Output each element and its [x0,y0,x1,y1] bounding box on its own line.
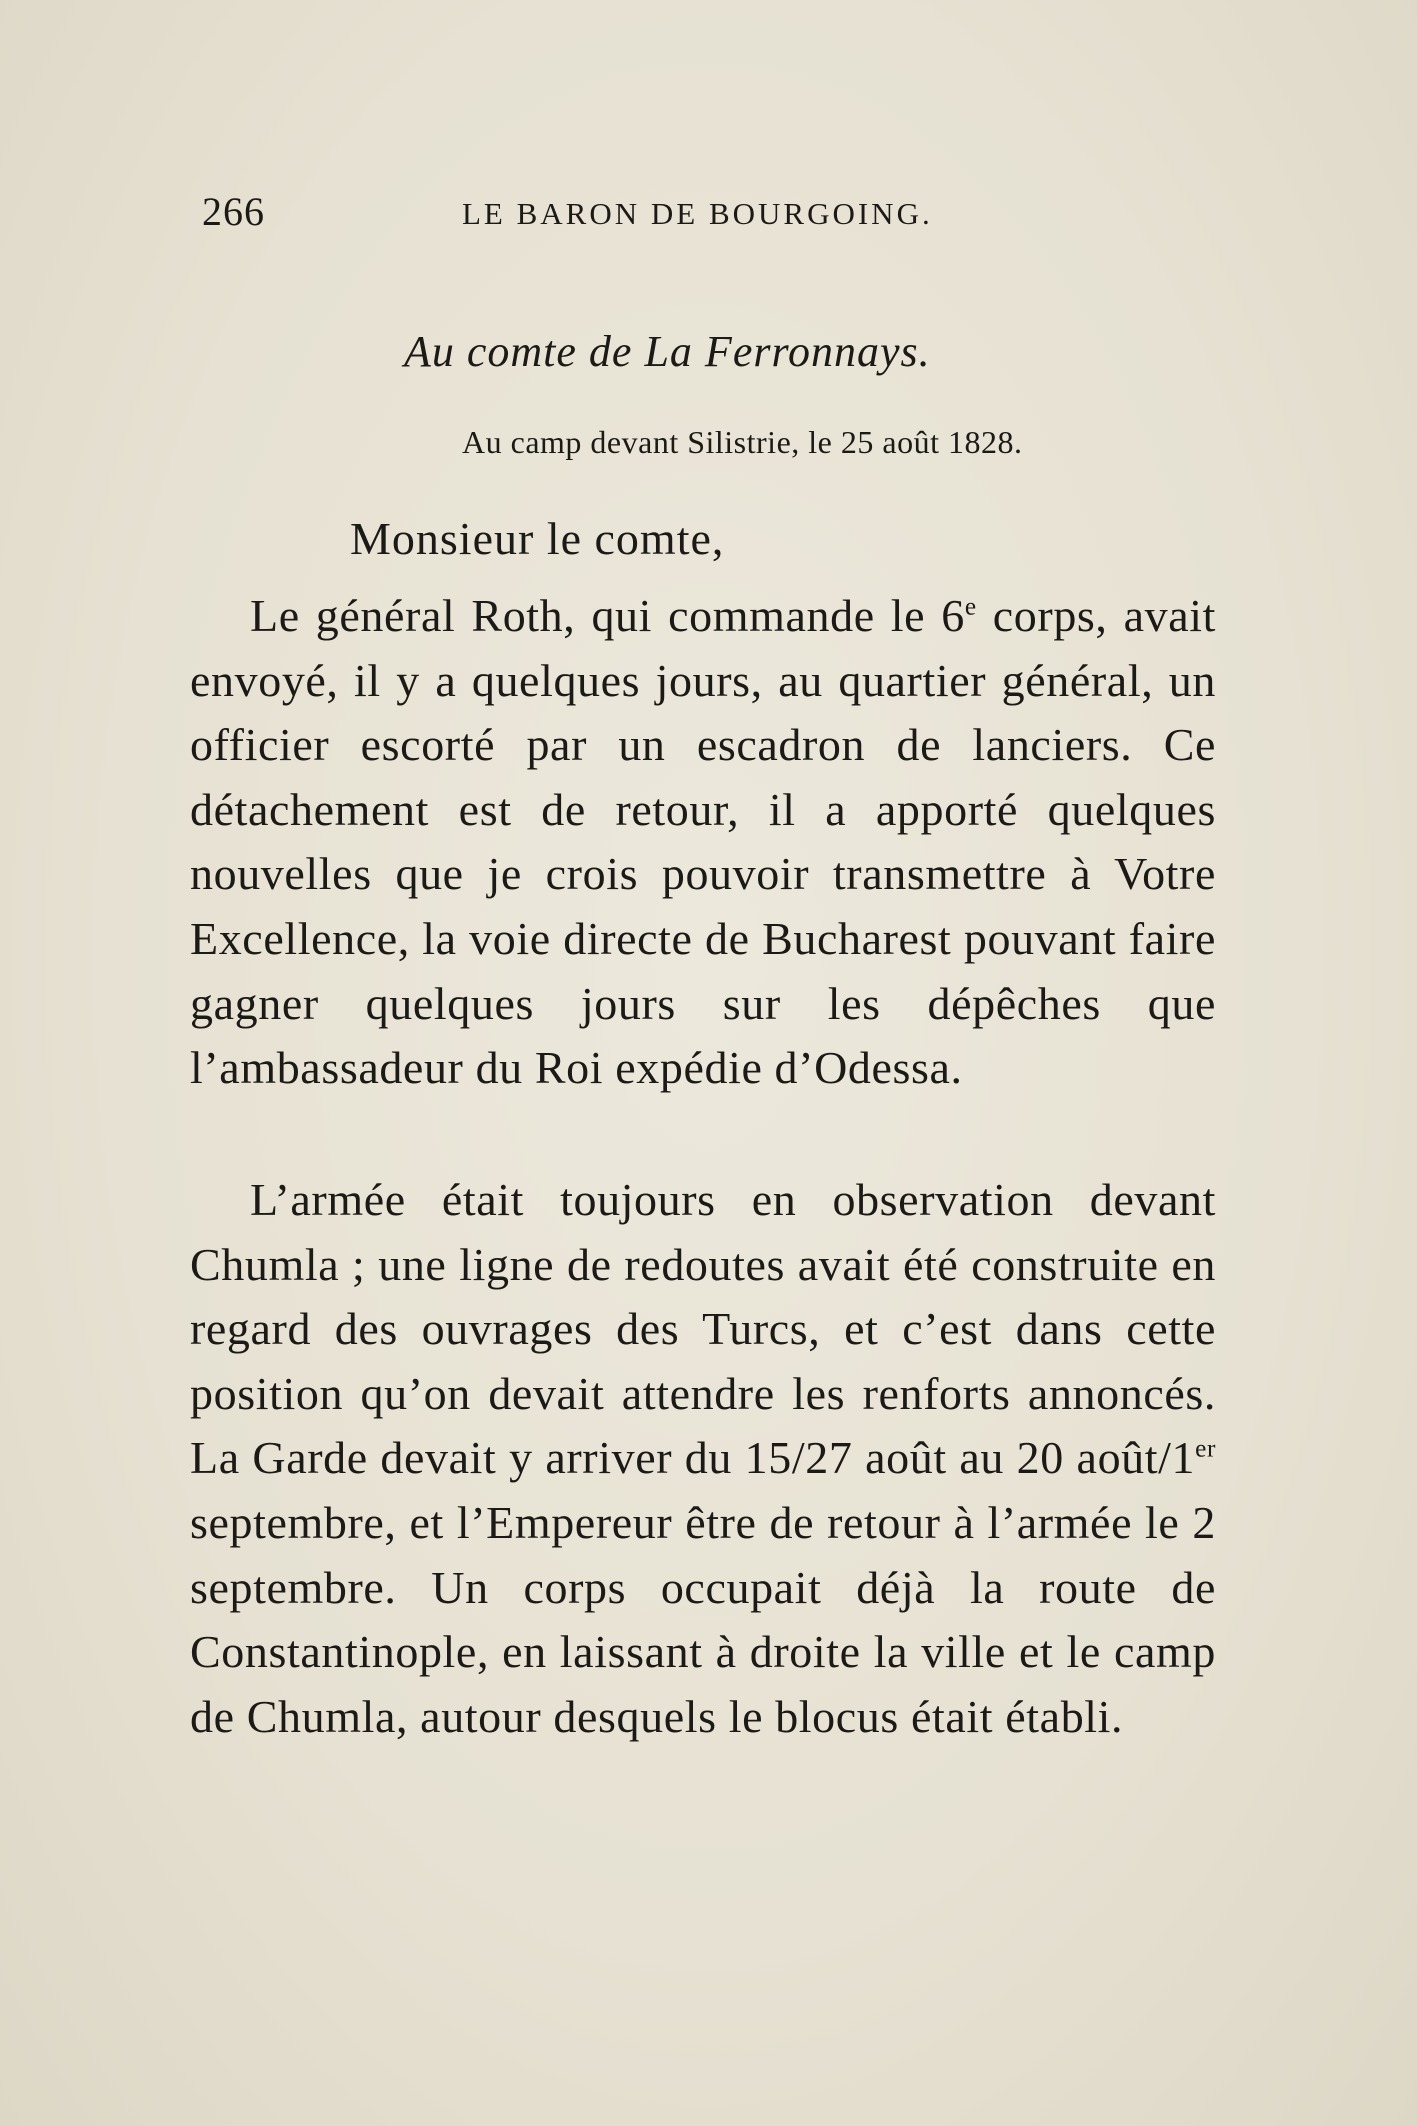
paragraph-2 [190,1168,1216,1749]
paragraph-1 [190,584,1216,1101]
paragraph-1-superscript: e [964,592,977,621]
paragraph-2-text-a: L’armée était toujours en observation devant Chumla ; une ligne de redoutes avait été construite en regard des ouvrages des Turcs, et c’est dans cette position qu’on devait attendre les renforts annoncés. La Garde devait y arriver du 15/27 août au 20 août/1 [190,1174,1216,1484]
letter-dateline: Au camp devant Silistrie, le 25 août 1828. [462,424,1023,460]
letter-salutation: Monsieur le comte, [350,513,725,564]
paragraph-2-text-b: septembre, et l’Empereur être de retour à l’armée le 2 septembre. Un corps occupait déjà la route de Constantinople, en laissant à droite la ville et le camp de Chumla, autour desquels le blocus était établi. [190,1496,1216,1742]
page-number: 266 [202,189,265,234]
paragraph-1-text-b: corps, avait envoyé, il y a quelques jours, au quartier général, un officier escorté par un escadron de lanciers. Ce détachement est de retour, il a apporté quelques nouvelles que je crois pouvoir transmettre à Votre Excellence, la voie directe de Bucharest pouvant faire gagner quelques jours sur les dépêches que l’ambassadeur du Roi expédie d’Odessa. [190,590,1216,1094]
paragraph-2-superscript: er [1195,1435,1216,1464]
letter-recipient: Au comte de La Ferronnays. [404,327,931,376]
running-title: LE BARON DE BOURGOING. [462,196,933,231]
paragraph-1-text-a: Le général Roth, qui commande le 6 [250,590,965,641]
